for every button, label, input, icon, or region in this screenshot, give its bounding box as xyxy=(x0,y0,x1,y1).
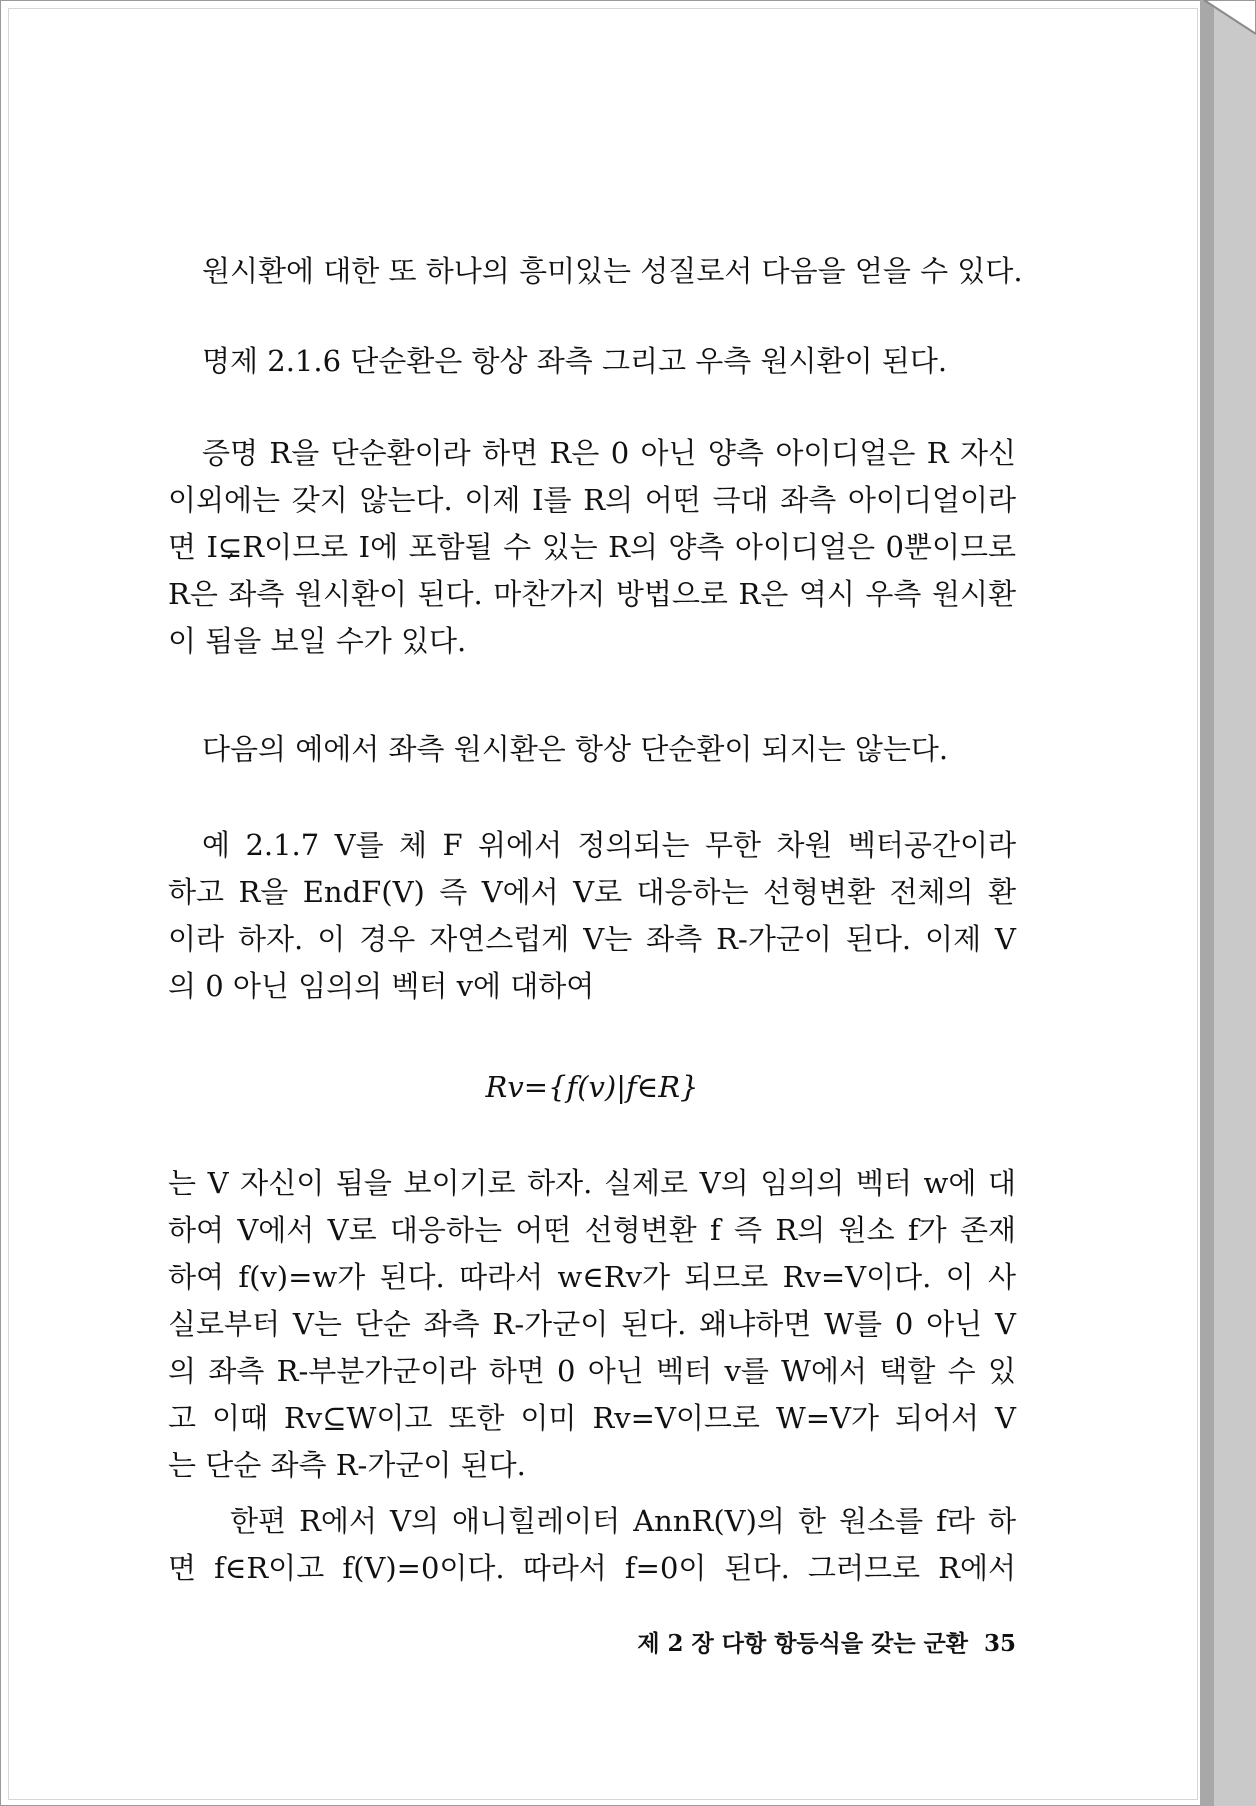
text-line: 하고 R을 EndF(V) 즉 V에서 V로 대응하는 선형변환 전체의 환 xyxy=(168,875,1016,909)
page-number: 35 xyxy=(983,1630,1016,1657)
text-line: 증명 R을 단순환이라 하면 R은 0 아닌 양측 아이디얼은 R 자신 xyxy=(202,436,1016,470)
display-formula xyxy=(168,1064,1016,1111)
text-line: 고 이때 Rv⊆W이고 또한 이미 Rv=V이므로 W=V가 되어서 V xyxy=(168,1401,1016,1435)
chapter-title: 제 2 장 다항 항등식을 갖는 군환 xyxy=(637,1630,968,1657)
paragraph-proof xyxy=(168,430,1016,665)
paragraph-annihilator xyxy=(168,1498,1016,1592)
proposition-2-1-6 xyxy=(168,338,1016,385)
example-2-1-7 xyxy=(168,822,1016,1010)
text-line: 의 0 아닌 임의의 벡터 v에 대하여 xyxy=(168,969,595,1003)
text-line: R은 좌측 원시환이 된다. 마찬가지 방법으로 R은 역시 우측 원시환 xyxy=(168,577,1016,611)
formula-line: Rv={f(v)|f∈R} xyxy=(485,1070,699,1104)
text-line: 하여 V에서 V로 대응하는 어떤 선형변환 f 즉 R의 원소 f가 존재 xyxy=(168,1213,1016,1247)
text-line: 면 I⊊R이므로 I에 포함될 수 있는 R의 양측 아이디얼은 0뿐이므로 xyxy=(168,530,1016,564)
book-edge-shadow xyxy=(1200,0,1256,1806)
text-line: 의 좌측 R-부분가군이라 하면 0 아닌 벡터 v를 W에서 택할 수 있 xyxy=(168,1354,1016,1388)
text-line: 이 됨을 보일 수가 있다. xyxy=(168,624,467,658)
paragraph-continuation xyxy=(168,1160,1016,1489)
text-line: 이외에는 갖지 않는다. 이제 I를 R의 어떤 극대 좌측 아이디얼이라 xyxy=(168,483,1016,517)
text-line: 한편 R에서 V의 애니힐레이터 AnnR(V)의 한 원소를 f라 하 xyxy=(230,1504,1016,1538)
text-line: 실로부터 V는 단순 좌측 R-가군이 된다. 왜냐하면 W를 0 아닌 V xyxy=(168,1307,1016,1341)
text-line: 는 단순 좌측 R-가군이 된다. xyxy=(168,1448,526,1482)
text-line: 면 f∈R이고 f(V)=0이다. 따라서 f=0이 된다. 그러므로 R에서 xyxy=(168,1551,1016,1585)
text-line: 다음의 예에서 좌측 원시환은 항상 단순환이 되지는 않는다. xyxy=(202,732,949,766)
text-line: 하여 f(v)=w가 된다. 따라서 w∈Rv가 되므로 Rv=V이다. 이 사 xyxy=(168,1260,1016,1294)
text-line: 이라 하자. 이 경우 자연스럽게 V는 좌측 R-가군이 된다. 이제 V xyxy=(168,922,1016,956)
text-line: 명제 2.1.6 단순환은 항상 좌측 그리고 우측 원시환이 된다. xyxy=(202,344,948,378)
text-line: 원시환에 대한 또 하나의 흥미있는 성질로서 다음을 얻을 수 있다. xyxy=(202,254,1023,288)
paragraph-intro xyxy=(168,248,1023,295)
text-line: 는 V 자신이 됨을 보이기로 하자. 실제로 V의 임의의 벡터 w에 대 xyxy=(168,1166,1016,1200)
paragraph-next xyxy=(168,726,1016,773)
text-line: 예 2.1.7 V를 체 F 위에서 정의되는 무한 차원 벡터공간이라 xyxy=(202,828,1016,862)
running-footer xyxy=(580,1625,1016,1658)
